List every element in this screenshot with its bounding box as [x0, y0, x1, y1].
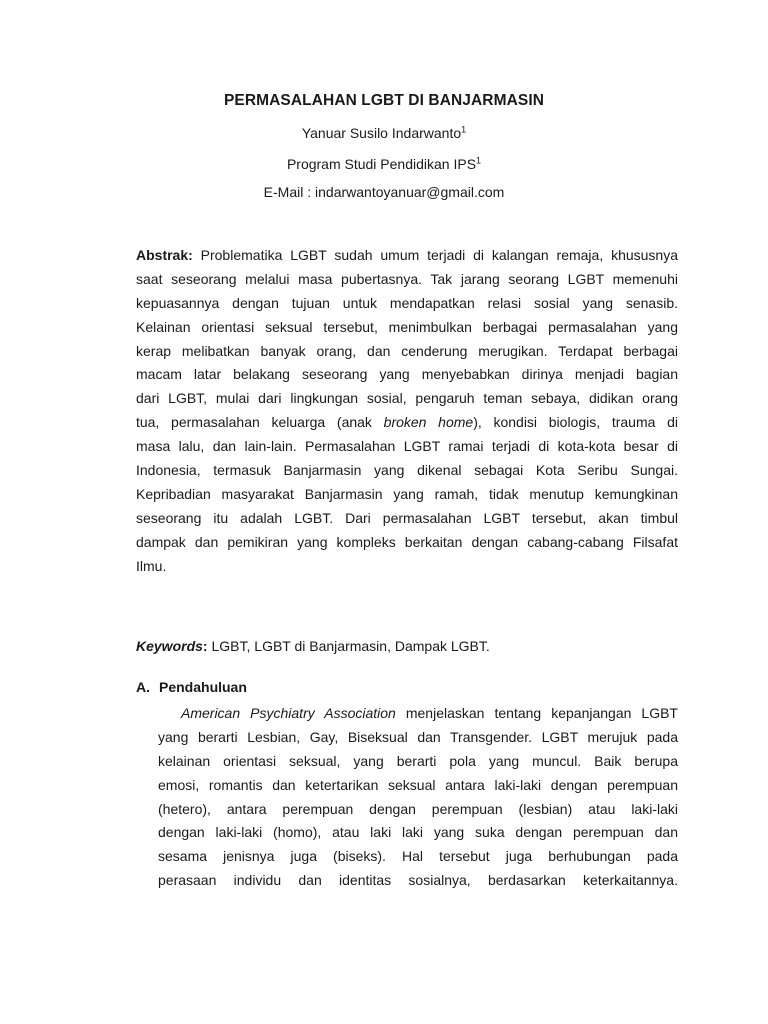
email-line: E-Mail : indarwantoyanuar@gmail.com — [263, 184, 505, 200]
keywords-text: LGBT, LGBT di Banjarmasin, Dampak LGBT. — [207, 638, 490, 654]
abstract-line: Indonesia, termasuk Banjarmasin yang dikenal sebagai Kota Seribu Sungai. — [136, 462, 678, 479]
abstract-text: Problematika LGBT sudah umum terjadi di kalangan remaja, khususnya — [192, 247, 678, 263]
body-line: yang berarti Lesbian, Gay, Biseksual dan Transgender. LGBT merujuk pada — [158, 728, 678, 745]
body-line: perasaan individu dan identitas sosialnya, berdasarkan keterkaitannya. — [158, 872, 678, 889]
section-heading — [136, 679, 247, 695]
abstract-line: macam latar belakang seseorang yang menyebabkan dirinya menjadi bagian — [136, 366, 678, 383]
introduction-paragraph — [158, 702, 678, 893]
body-line: dengan laki-laki (homo), atau laki laki yang suka dengan perempuan dan — [158, 824, 678, 841]
author-superscript: 1 — [461, 124, 467, 135]
body-line: emosi, romantis dan ketertarikan seksual antara laki-laki dengan perempuan — [158, 776, 678, 793]
abstract-line: seseorang itu adalah LGBT. Dari permasalahan LGBT tersebut, akan timbul — [136, 509, 678, 526]
abstract-line: Kelainan orientasi seksual tersebut, menimbulkan berbagai permasalahan yang — [136, 318, 678, 335]
abstract-text: ), kondisi biologis, trauma di — [473, 414, 679, 431]
keywords-colon: : — [202, 638, 208, 654]
abstract-line — [136, 411, 678, 435]
body-line — [158, 702, 678, 726]
abstract-line — [136, 244, 678, 268]
keywords-label: Keywords — [136, 638, 203, 654]
abstract-line: kepuasannya dengan tujuan untuk mendapatkan relasi sosial yang senasib. — [136, 294, 678, 311]
paper-title: PERMASALAHAN LGBT DI BANJARMASIN — [223, 92, 545, 109]
abstract-line: kerap melibatkan banyak orang, dan cenderung merugikan. Terdapat berbagai — [136, 342, 678, 359]
abstract-line: Kepribadian masyarakat Banjarmasin yang ramah, tidak menutup kemungkinan — [136, 485, 678, 502]
author-name: Yanuar Susilo Indarwanto — [301, 125, 462, 141]
body-line: kelainan orientasi seksual, yang berarti pola yang muncul. Baik berupa — [158, 752, 678, 769]
abstract-label: Abstrak: — [136, 247, 193, 263]
abstract-line: masa lalu, dan lain-lain. Permasalahan LGBT ramai terjadi di kota-kota besar di — [136, 438, 678, 455]
program-line — [0, 156, 768, 172]
section-title: Pendahuluan — [159, 679, 247, 695]
body-text: menjelaskan tentang kepanjangan LGBT — [395, 705, 678, 721]
abstract-text: tua, permasalahan keluarga (anak — [136, 414, 384, 431]
section-number: A. — [136, 679, 150, 695]
body-line: sesama jenisnya juga (biseks). Hal tersebut juga berhubungan pada — [158, 848, 678, 865]
abstract-line: dari LGBT, mulai dari lingkungan sosial, pengaruh teman sebaya, didikan orang — [136, 390, 678, 407]
program-name: Program Studi Pendidikan IPS — [286, 156, 477, 172]
abstract-line: saat seseorang melalui masa pubertasnya. Tak jarang seorang LGBT memenuhi — [136, 270, 678, 287]
program-superscript: 1 — [476, 155, 482, 166]
author-line — [0, 125, 768, 141]
abstract-paragraph — [136, 244, 678, 578]
abstract-line: Ilmu. — [136, 557, 167, 574]
keywords-line — [136, 638, 678, 654]
abstract-italic-term: broken home — [383, 414, 474, 431]
abstract-line: dampak dan pemikiran yang kompleks berkaitan dengan cabang-cabang Filsafat — [136, 533, 678, 550]
body-line: (hetero), antara perempuan dengan perempuan (lesbian) atau laki-laki — [158, 800, 678, 817]
body-italic-term: American Psychiatry Association — [181, 705, 396, 721]
